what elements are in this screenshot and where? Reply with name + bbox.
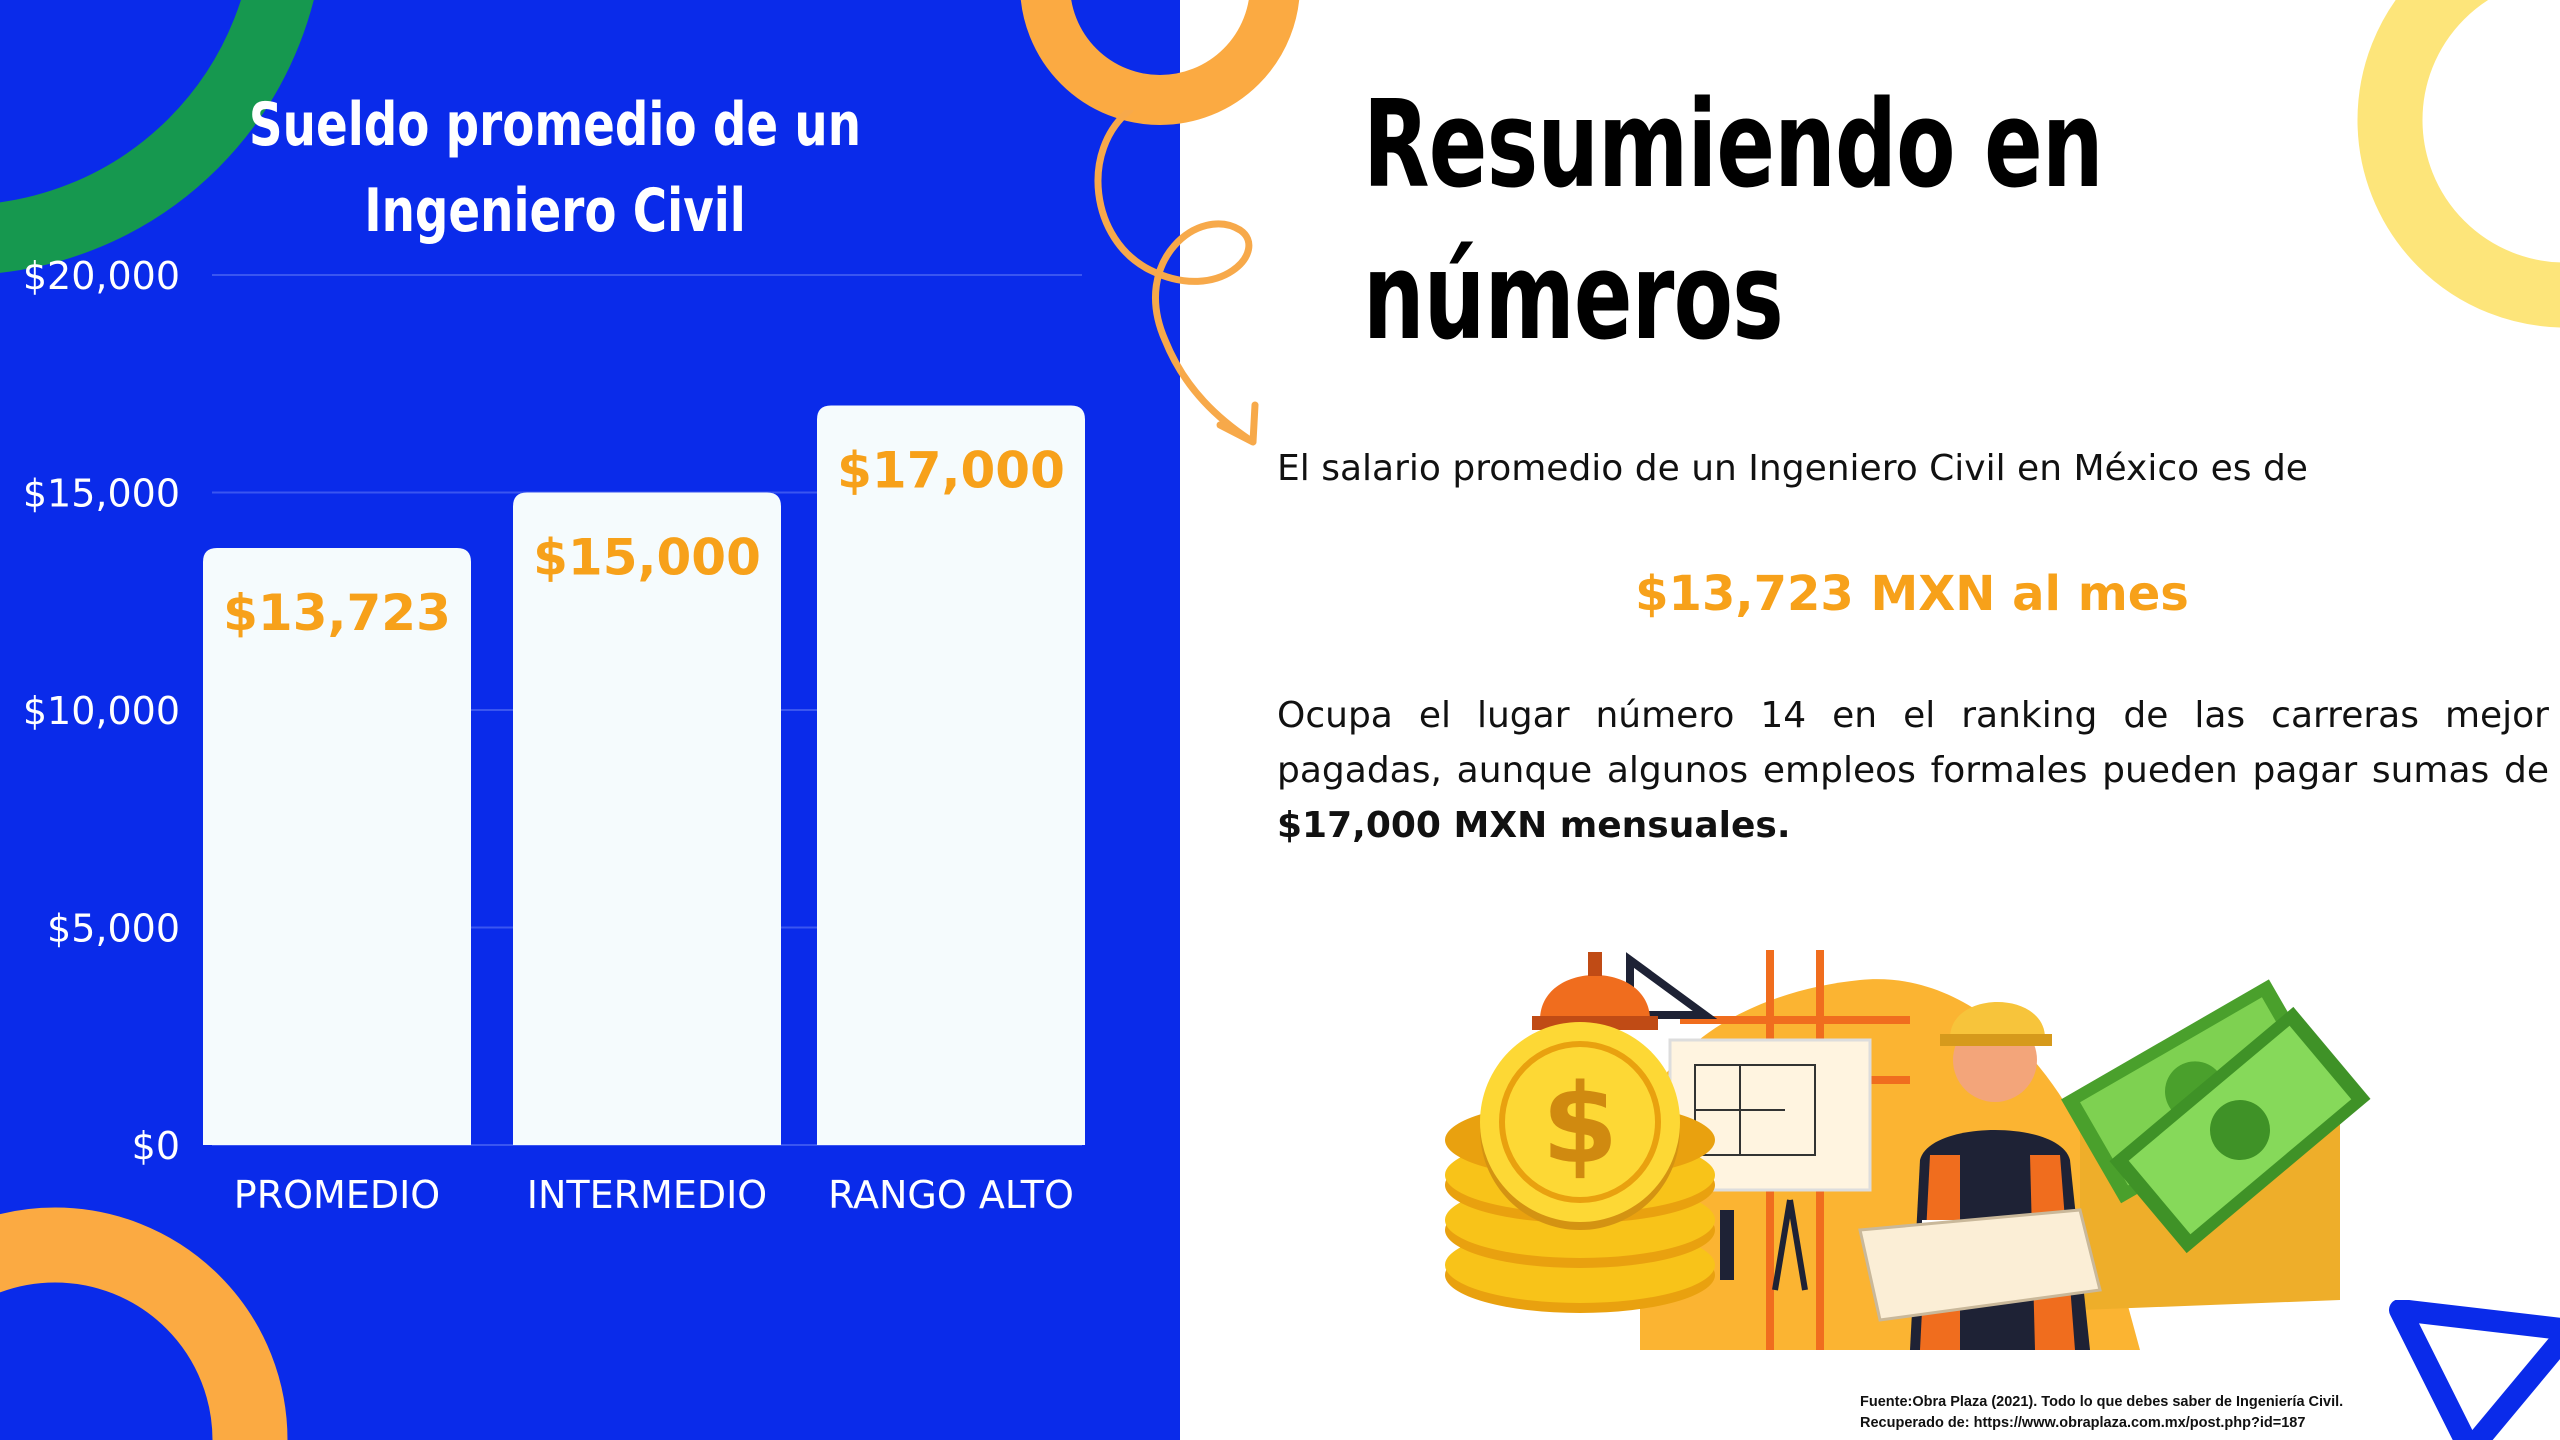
source-line-1: Fuente:Obra Plaza (2021). Todo lo que debes saber de Ingeniería Civil. bbox=[1860, 1394, 2344, 1410]
construction-engineer-money-icon bbox=[1440, 930, 2380, 1350]
bar-value-label: $17,000 bbox=[837, 441, 1065, 500]
intro-text: El salario promedio de un Ingeniero Civil en México es de bbox=[1277, 448, 2308, 489]
summary-title: Resumiendo en números bbox=[1363, 76, 2103, 367]
yellow-ring-decoration bbox=[2300, 0, 2560, 330]
bar-intermedio bbox=[513, 493, 781, 1146]
ranking-text: Ocupa el lugar número 14 en el ranking de las carreras mejor pagadas, aunque algunos empleos formales pueden pagar sumas de $17,000 MXN mensuales. bbox=[1277, 695, 2549, 846]
y-tick-label: $10,000 bbox=[22, 689, 180, 733]
max-salary-bold: $17,000 MXN mensuales. bbox=[1277, 805, 1791, 846]
y-tick-label: $5,000 bbox=[47, 906, 180, 951]
y-tick-label: $15,000 bbox=[22, 471, 180, 516]
chart-title: Sueldo promedio de un Ingeniero Civil bbox=[248, 90, 862, 246]
x-category-label: PROMEDIO bbox=[233, 1173, 441, 1217]
curly-arrow-decoration bbox=[1070, 110, 1320, 450]
bar-rango-alto bbox=[817, 406, 1085, 1146]
x-category-label: INTERMEDIO bbox=[526, 1173, 768, 1217]
bar-value-label: $13,723 bbox=[223, 584, 451, 643]
bar-value-label: $15,000 bbox=[533, 528, 761, 587]
salary-highlight: $13,723 MXN al mes bbox=[1635, 566, 2189, 622]
y-tick-label: $0 bbox=[131, 1124, 180, 1168]
x-category-label: RANGO ALTO bbox=[828, 1173, 1074, 1217]
coin-dollar-symbol: $ bbox=[1541, 1060, 1619, 1188]
bar-chart bbox=[0, 0, 1180, 1300]
chart-panel bbox=[0, 0, 1180, 1440]
y-tick-label: $20,000 bbox=[22, 254, 180, 298]
source-citation bbox=[1860, 1392, 2420, 1434]
source-line-2: Recuperado de: https://www.obraplaza.com.mx/post.php?id=187 bbox=[1860, 1415, 2306, 1431]
